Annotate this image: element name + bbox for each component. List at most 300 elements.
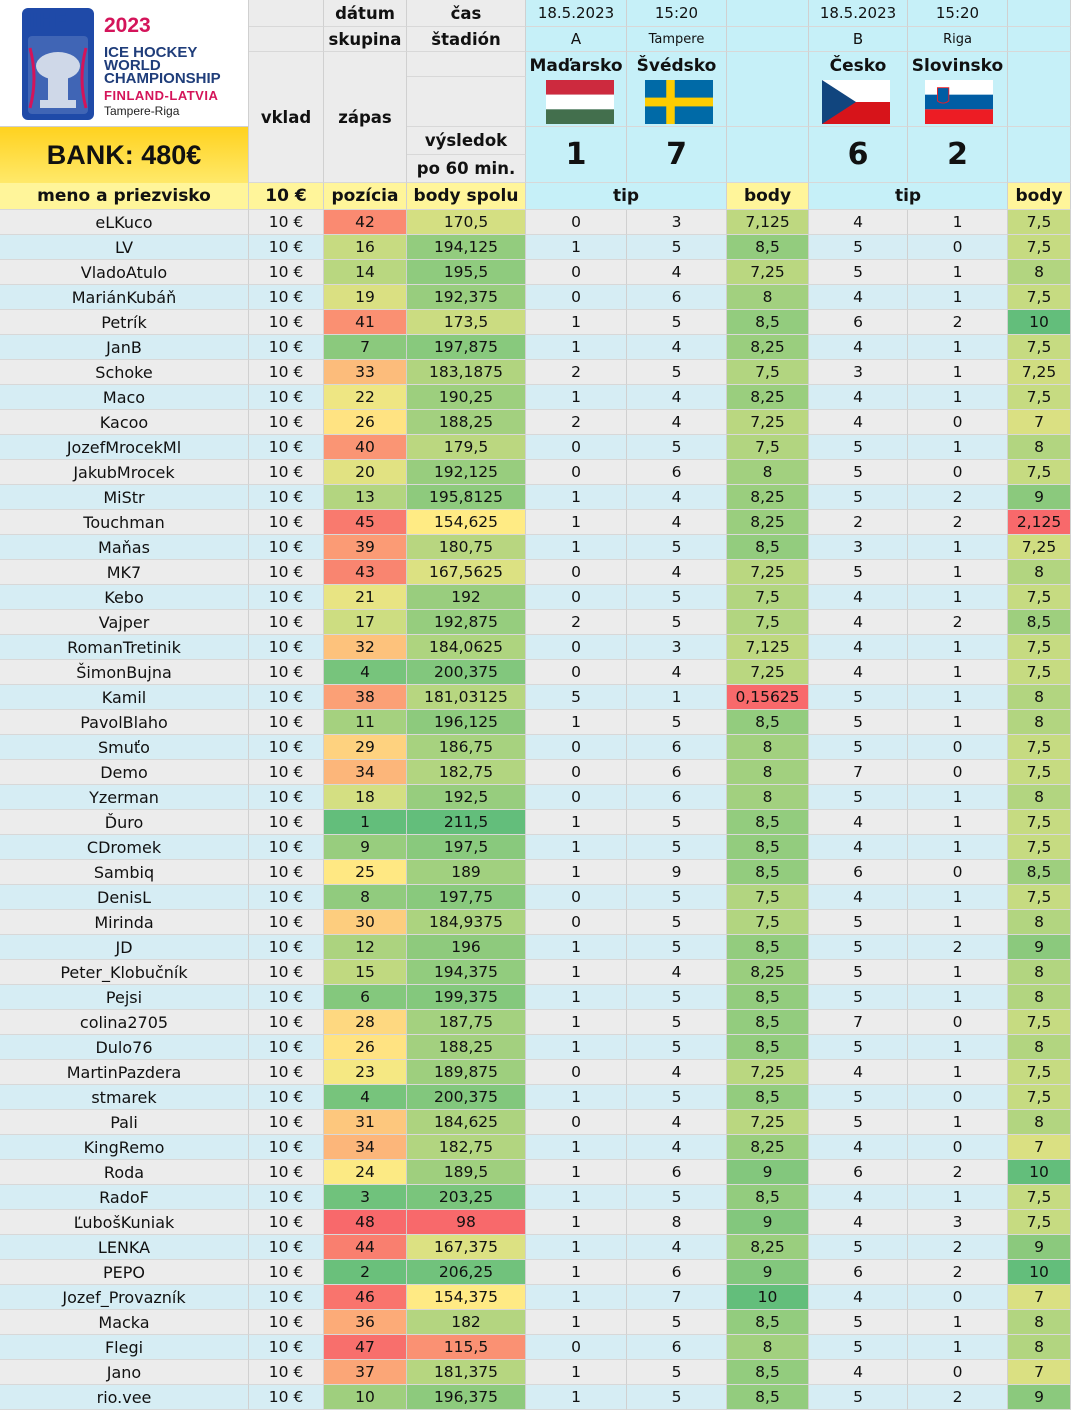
player-vklad: 10 €	[249, 1160, 324, 1185]
player-vklad: 10 €	[249, 610, 324, 635]
match1-tip-away: 6	[627, 735, 727, 760]
match2-tip-away: 1	[908, 835, 1008, 860]
player-position: 21	[324, 585, 407, 610]
player-name: JanB	[0, 335, 249, 360]
match1-tip-away: 4	[627, 960, 727, 985]
player-name: Pali	[0, 1110, 249, 1135]
sweden-flag-icon	[645, 80, 713, 124]
match2-points: 7,5	[1008, 1085, 1071, 1110]
match1-points: 7,125	[727, 210, 809, 235]
player-name: Sambiq	[0, 860, 249, 885]
match2-tip-away: 0	[908, 1010, 1008, 1035]
player-name: Pejsi	[0, 985, 249, 1010]
match2-date: 18.5.2023	[809, 0, 908, 27]
player-position: 1	[324, 810, 407, 835]
match1-tip-away: 7	[627, 1285, 727, 1310]
player-vklad: 10 €	[249, 660, 324, 685]
match2-points: 7,5	[1008, 635, 1071, 660]
player-name: ŠimonBujna	[0, 660, 249, 685]
match2-tip-home: 4	[809, 335, 908, 360]
match2-points: 7,5	[1008, 460, 1071, 485]
match1-points: 9	[727, 1210, 809, 1235]
player-position: 45	[324, 510, 407, 535]
bank-total: BANK: 480€	[0, 127, 249, 183]
match1-tip-home: 0	[526, 1110, 627, 1135]
match1-points: 7,25	[727, 260, 809, 285]
player-position: 8	[324, 885, 407, 910]
cas-header: čas	[407, 0, 526, 27]
logo-line4: FINLAND-LATVIA	[104, 88, 219, 103]
match1-tip-home: 5	[526, 685, 627, 710]
player-name: PEPO	[0, 1260, 249, 1285]
player-vklad: 10 €	[249, 1010, 324, 1035]
match1-tip-home: 1	[526, 1185, 627, 1210]
datum-header: dátum	[324, 0, 407, 27]
player-name: PavolBlaho	[0, 710, 249, 735]
player-name: Smuťo	[0, 735, 249, 760]
match1-points: 8,25	[727, 485, 809, 510]
match2-tip-away: 2	[908, 1260, 1008, 1285]
match2-points: 9	[1008, 1385, 1071, 1410]
match1-tip-home: 1	[526, 1235, 627, 1260]
player-total-points: 173,5	[407, 310, 526, 335]
match1-home-score: 1	[526, 127, 627, 183]
match2-away-team: Slovinsko	[908, 52, 1008, 127]
match2-points: 8,5	[1008, 610, 1071, 635]
player-total-points: 196,125	[407, 710, 526, 735]
player-name: LENKA	[0, 1235, 249, 1260]
player-name: Maňas	[0, 535, 249, 560]
match2-points: 10	[1008, 1260, 1071, 1285]
match2-points: 8	[1008, 1035, 1071, 1060]
match1-points: 8,5	[727, 1010, 809, 1035]
player-vklad: 10 €	[249, 1110, 324, 1135]
player-vklad: 10 €	[249, 910, 324, 935]
player-position: 6	[324, 985, 407, 1010]
match2-tip-home: 4	[809, 835, 908, 860]
player-total-points: 187,75	[407, 1010, 526, 1035]
match2-points: 7,5	[1008, 1210, 1071, 1235]
match1-points: 8,5	[727, 535, 809, 560]
player-position: 4	[324, 660, 407, 685]
match2-tip-header: tip	[809, 183, 1008, 210]
match1-points: 8,25	[727, 1235, 809, 1260]
match2-tip-away: 2	[908, 1235, 1008, 1260]
player-position: 19	[324, 285, 407, 310]
blank-header	[249, 27, 324, 52]
match2-points: 7,5	[1008, 735, 1071, 760]
player-position: 28	[324, 1010, 407, 1035]
player-total-points: 192	[407, 585, 526, 610]
player-position: 26	[324, 410, 407, 435]
match2-points: 8	[1008, 1310, 1071, 1335]
match2-points: 9	[1008, 935, 1071, 960]
player-position: 34	[324, 760, 407, 785]
match1-points: 8,25	[727, 335, 809, 360]
match1-tip-home: 1	[526, 860, 627, 885]
match1-tip-home: 0	[526, 1335, 627, 1360]
match2-points: 8	[1008, 260, 1071, 285]
match1-tip-away: 6	[627, 1335, 727, 1360]
match1-points: 10	[727, 1285, 809, 1310]
match2-points: 7,25	[1008, 360, 1071, 385]
match2-home-team: Česko	[809, 52, 908, 127]
match1-tip-away: 5	[627, 310, 727, 335]
player-vklad: 10 €	[249, 860, 324, 885]
player-vklad: 10 €	[249, 435, 324, 460]
match2-points: 8	[1008, 685, 1071, 710]
match2-points: 7,5	[1008, 660, 1071, 685]
player-vklad: 10 €	[249, 1035, 324, 1060]
player-total-points: 199,375	[407, 985, 526, 1010]
player-vklad: 10 €	[249, 360, 324, 385]
match2-tip-away: 0	[908, 1085, 1008, 1110]
match1-tip-home: 0	[526, 260, 627, 285]
match2-tip-home: 5	[809, 735, 908, 760]
match2-venue: Riga	[908, 27, 1008, 52]
player-name: Jozef_Provazník	[0, 1285, 249, 1310]
match1-tip-home: 1	[526, 510, 627, 535]
match2-points: 7,5	[1008, 1010, 1071, 1035]
match1-points: 8,5	[727, 985, 809, 1010]
player-total-points: 194,375	[407, 960, 526, 985]
player-vklad: 10 €	[249, 1285, 324, 1310]
match2-tip-home: 6	[809, 860, 908, 885]
player-total-points: 189,5	[407, 1160, 526, 1185]
match2-group: B	[809, 27, 908, 52]
match1-points: 8,5	[727, 235, 809, 260]
match1-points: 8,5	[727, 835, 809, 860]
match1-points: 7,5	[727, 360, 809, 385]
match1-points: 7,125	[727, 635, 809, 660]
match1-points: 8,5	[727, 810, 809, 835]
match1-tip-away: 6	[627, 785, 727, 810]
match2-points: 10	[1008, 1160, 1071, 1185]
match1-venue: Tampere	[627, 27, 727, 52]
match2-points: 7,5	[1008, 885, 1071, 910]
match2-blank	[1008, 52, 1071, 127]
player-name: stmarek	[0, 1085, 249, 1110]
match1-tip-home: 1	[526, 710, 627, 735]
player-name: colina2705	[0, 1010, 249, 1035]
match2-tip-away: 1	[908, 435, 1008, 460]
match1-tip-home: 2	[526, 610, 627, 635]
player-position: 44	[324, 1235, 407, 1260]
match2-points: 8	[1008, 1110, 1071, 1135]
match2-tip-home: 5	[809, 235, 908, 260]
match2-tip-away: 2	[908, 610, 1008, 635]
match2-tip-home: 4	[809, 660, 908, 685]
match2-tip-away: 0	[908, 460, 1008, 485]
match2-points: 7,5	[1008, 210, 1071, 235]
body-spolu-column-header: body spolu	[407, 183, 526, 210]
player-total-points: 181,03125	[407, 685, 526, 710]
player-total-points: 211,5	[407, 810, 526, 835]
slovenia-flag-icon	[925, 80, 993, 124]
player-name: JD	[0, 935, 249, 960]
player-name: Kebo	[0, 585, 249, 610]
match2-tip-home: 5	[809, 1235, 908, 1260]
match2-tip-home: 5	[809, 785, 908, 810]
match2-tip-home: 5	[809, 910, 908, 935]
player-position: 47	[324, 1335, 407, 1360]
blank-header	[407, 77, 526, 127]
player-vklad: 10 €	[249, 1210, 324, 1235]
match2-tip-away: 1	[908, 635, 1008, 660]
match2-tip-home: 5	[809, 935, 908, 960]
match1-points: 8,5	[727, 1035, 809, 1060]
player-vklad: 10 €	[249, 560, 324, 585]
player-position: 26	[324, 1035, 407, 1060]
player-vklad: 10 €	[249, 760, 324, 785]
player-total-points: 167,5625	[407, 560, 526, 585]
player-name: MartinPazdera	[0, 1060, 249, 1085]
player-position: 25	[324, 860, 407, 885]
match1-away-score: 7	[627, 127, 727, 183]
match1-tip-home: 1	[526, 835, 627, 860]
player-name: Peter_Klobučník	[0, 960, 249, 985]
vysledok-header: výsledok	[407, 127, 526, 155]
match2-tip-home: 6	[809, 1260, 908, 1285]
match2-points: 8	[1008, 785, 1071, 810]
match1-tip-away: 6	[627, 460, 727, 485]
match2-tip-away: 1	[908, 910, 1008, 935]
match2-tip-away: 0	[908, 760, 1008, 785]
match1-tip-home: 0	[526, 635, 627, 660]
player-name: Schoke	[0, 360, 249, 385]
match1-body-header: body	[727, 183, 809, 210]
player-position: 38	[324, 685, 407, 710]
player-vklad: 10 €	[249, 1135, 324, 1160]
player-vklad: 10 €	[249, 685, 324, 710]
match2-tip-home: 5	[809, 435, 908, 460]
match1-points: 7,5	[727, 435, 809, 460]
match2-points: 9	[1008, 485, 1071, 510]
match2-tip-away: 1	[908, 985, 1008, 1010]
match1-tip-away: 3	[627, 635, 727, 660]
player-position: 18	[324, 785, 407, 810]
match1-points: 8,5	[727, 1360, 809, 1385]
player-name: RadoF	[0, 1185, 249, 1210]
match2-points: 8	[1008, 1335, 1071, 1360]
match1-tip-home: 2	[526, 360, 627, 385]
vklad-header: vklad	[249, 52, 324, 183]
match1-tip-home: 0	[526, 785, 627, 810]
match1-tip-away: 4	[627, 385, 727, 410]
match2-points: 8	[1008, 960, 1071, 985]
match2-points: 9	[1008, 1235, 1071, 1260]
player-name: Dulo76	[0, 1035, 249, 1060]
match2-tip-away: 1	[908, 535, 1008, 560]
match2-tip-away: 2	[908, 1160, 1008, 1185]
player-position: 32	[324, 635, 407, 660]
match2-tip-away: 0	[908, 735, 1008, 760]
match1-tip-home: 1	[526, 1260, 627, 1285]
match1-tip-home: 0	[526, 1060, 627, 1085]
player-vklad: 10 €	[249, 460, 324, 485]
match1-tip-away: 5	[627, 935, 727, 960]
player-total-points: 197,875	[407, 335, 526, 360]
vysledok-sub-header: po 60 min.	[407, 155, 526, 183]
match2-tip-away: 2	[908, 510, 1008, 535]
match2-tip-away: 1	[908, 1335, 1008, 1360]
match1-tip-away: 4	[627, 1235, 727, 1260]
player-vklad: 10 €	[249, 1360, 324, 1385]
player-total-points: 195,5	[407, 260, 526, 285]
match1-blank	[727, 0, 809, 27]
player-name: eLKuco	[0, 210, 249, 235]
player-vklad: 10 €	[249, 985, 324, 1010]
match1-points: 8,25	[727, 1135, 809, 1160]
player-position: 41	[324, 310, 407, 335]
player-position: 9	[324, 835, 407, 860]
player-position: 11	[324, 710, 407, 735]
player-total-points: 154,625	[407, 510, 526, 535]
match1-points: 8,5	[727, 860, 809, 885]
match2-tip-away: 1	[908, 1035, 1008, 1060]
match1-tip-home: 0	[526, 460, 627, 485]
match2-points: 7,5	[1008, 1060, 1071, 1085]
logo-line3: CHAMPIONSHIP	[104, 70, 221, 87]
match1-points: 9	[727, 1160, 809, 1185]
vklad-column-header: 10 €	[249, 183, 324, 210]
match2-body-header: body	[1008, 183, 1071, 210]
match1-tip-away: 5	[627, 360, 727, 385]
match2-tip-away: 1	[908, 1185, 1008, 1210]
player-name: JozefMrocekMl	[0, 435, 249, 460]
match1-tip-home: 0	[526, 285, 627, 310]
player-name: Roda	[0, 1160, 249, 1185]
match2-points: 7,5	[1008, 285, 1071, 310]
logo-year: 2023	[104, 14, 151, 37]
player-position: 17	[324, 610, 407, 635]
match2-tip-away: 0	[908, 235, 1008, 260]
match1-blank	[727, 27, 809, 52]
logo-line2: WORLD	[104, 57, 161, 74]
match1-points: 7,5	[727, 910, 809, 935]
match2-points: 7	[1008, 1135, 1071, 1160]
match1-tip-away: 5	[627, 885, 727, 910]
player-name: Vajper	[0, 610, 249, 635]
match2-tip-away: 1	[908, 560, 1008, 585]
match2-tip-home: 5	[809, 685, 908, 710]
player-total-points: 196	[407, 935, 526, 960]
match1-tip-home: 1	[526, 1160, 627, 1185]
match1-tip-away: 5	[627, 1010, 727, 1035]
zapas-header: zápas	[324, 52, 407, 183]
player-total-points: 184,625	[407, 1110, 526, 1135]
player-vklad: 10 €	[249, 235, 324, 260]
player-position: 13	[324, 485, 407, 510]
match2-points: 8	[1008, 560, 1071, 585]
match1-tip-home: 0	[526, 885, 627, 910]
match2-tip-home: 5	[809, 960, 908, 985]
match2-tip-away: 1	[908, 785, 1008, 810]
player-position: 14	[324, 260, 407, 285]
match1-tip-home: 0	[526, 735, 627, 760]
player-total-points: 184,0625	[407, 635, 526, 660]
match2-tip-home: 3	[809, 360, 908, 385]
match2-tip-away: 0	[908, 410, 1008, 435]
match2-tip-home: 3	[809, 535, 908, 560]
match2-tip-home: 6	[809, 310, 908, 335]
match2-tip-away: 0	[908, 1285, 1008, 1310]
player-vklad: 10 €	[249, 310, 324, 335]
match2-tip-away: 1	[908, 585, 1008, 610]
match1-tip-away: 6	[627, 1160, 727, 1185]
match1-tip-away: 1	[627, 685, 727, 710]
match2-tip-home: 4	[809, 1285, 908, 1310]
player-name: Kamil	[0, 685, 249, 710]
logo-line5: Tampere-Riga	[104, 104, 180, 118]
player-vklad: 10 €	[249, 485, 324, 510]
player-name: Flegi	[0, 1335, 249, 1360]
match2-points: 2,125	[1008, 510, 1071, 535]
match1-tip-away: 4	[627, 335, 727, 360]
player-position: 23	[324, 1060, 407, 1085]
player-total-points: 181,375	[407, 1360, 526, 1385]
match2-tip-away: 0	[908, 1360, 1008, 1385]
match2-tip-away: 1	[908, 1060, 1008, 1085]
player-position: 36	[324, 1310, 407, 1335]
match2-time: 15:20	[908, 0, 1008, 27]
player-vklad: 10 €	[249, 1385, 324, 1410]
player-name: rio.vee	[0, 1385, 249, 1410]
player-position: 33	[324, 360, 407, 385]
match2-points: 7,5	[1008, 835, 1071, 860]
match1-tip-home: 1	[526, 535, 627, 560]
match1-tip-away: 5	[627, 1360, 727, 1385]
match1-tip-away: 5	[627, 1310, 727, 1335]
player-total-points: 197,75	[407, 885, 526, 910]
match1-tip-home: 1	[526, 485, 627, 510]
match2-tip-away: 2	[908, 1385, 1008, 1410]
match2-points: 8	[1008, 985, 1071, 1010]
match1-tip-home: 1	[526, 985, 627, 1010]
player-total-points: 183,1875	[407, 360, 526, 385]
match2-tip-away: 1	[908, 885, 1008, 910]
match1-tip-home: 1	[526, 1210, 627, 1235]
match1-points: 8	[727, 285, 809, 310]
match2-tip-away: 1	[908, 660, 1008, 685]
match2-tip-away: 0	[908, 860, 1008, 885]
match1-tip-away: 8	[627, 1210, 727, 1235]
match1-home-team: Maďarsko	[526, 52, 627, 127]
match2-tip-away: 3	[908, 1210, 1008, 1235]
match1-tip-home: 0	[526, 210, 627, 235]
match2-tip-away: 1	[908, 710, 1008, 735]
skupina-header: skupina	[324, 27, 407, 52]
match2-points: 7,5	[1008, 335, 1071, 360]
match1-tip-away: 5	[627, 710, 727, 735]
player-position: 10	[324, 1385, 407, 1410]
player-total-points: 180,75	[407, 535, 526, 560]
match2-points: 7,5	[1008, 810, 1071, 835]
match1-points: 8,5	[727, 710, 809, 735]
match1-tip-header: tip	[526, 183, 727, 210]
match1-tip-away: 3	[627, 210, 727, 235]
player-name: KingRemo	[0, 1135, 249, 1160]
match1-tip-away: 4	[627, 1060, 727, 1085]
match1-tip-away: 4	[627, 510, 727, 535]
match2-blank	[1008, 0, 1071, 27]
player-position: 16	[324, 235, 407, 260]
player-total-points: 170,5	[407, 210, 526, 235]
match2-points: 7	[1008, 1285, 1071, 1310]
match1-points: 8,25	[727, 385, 809, 410]
player-total-points: 115,5	[407, 1335, 526, 1360]
match1-tip-away: 4	[627, 660, 727, 685]
